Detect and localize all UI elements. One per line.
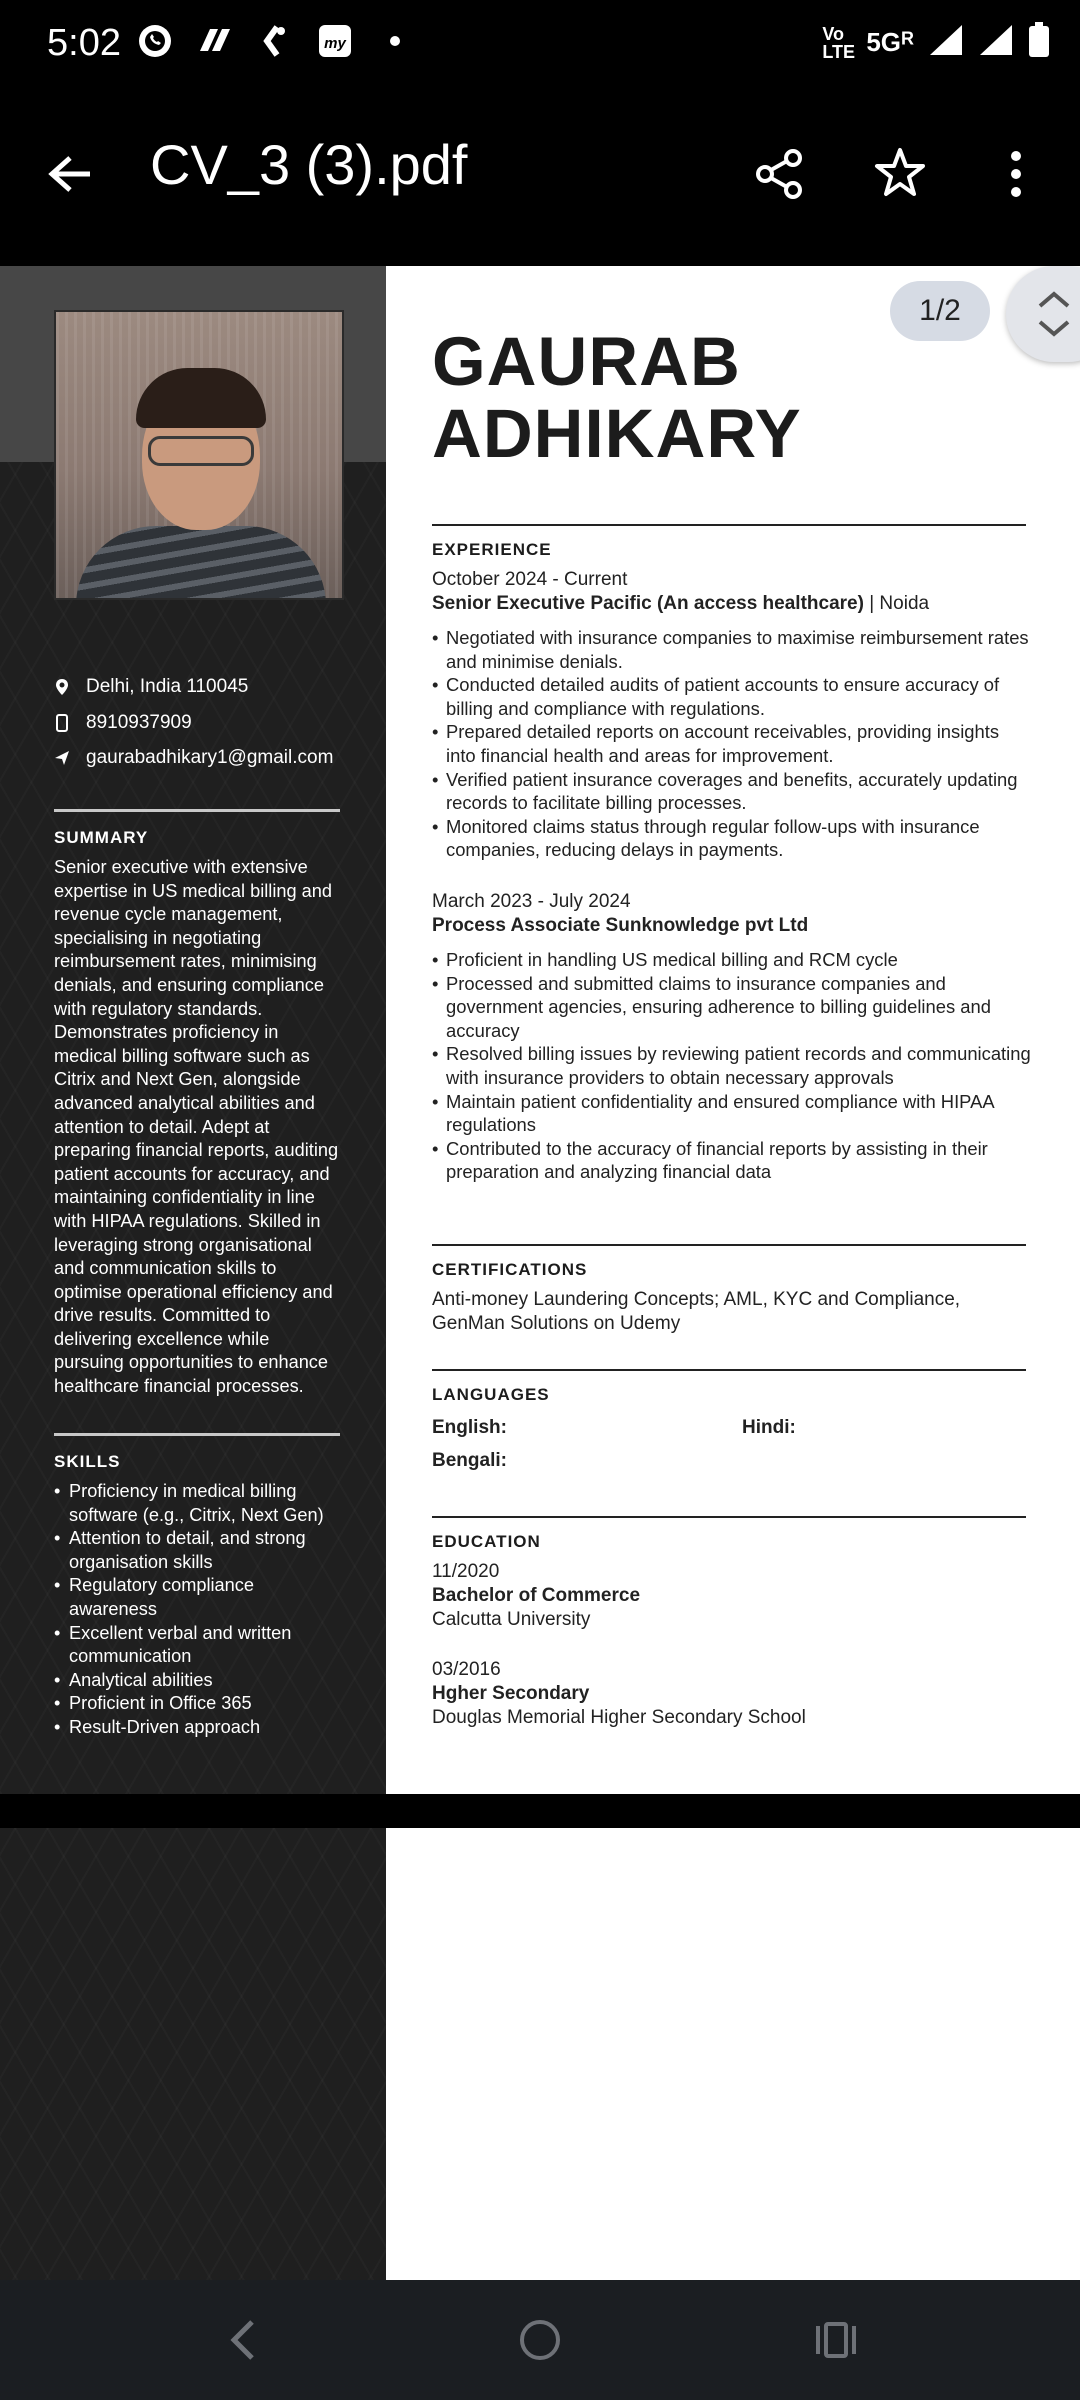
- share-icon: [755, 148, 805, 200]
- list-item: • Negotiated with insurance companies to maximise reimbursement rates and minimise denials.: [432, 626, 1032, 673]
- job-bullets: [432, 626, 1032, 862]
- app-bar: [0, 92, 1080, 266]
- summary-line: Citrix and Next Gen, alongside: [54, 1069, 301, 1090]
- document-title: CV_3 (3).pdf: [150, 133, 468, 196]
- app-icon: [196, 22, 234, 60]
- summary-line: healthcare financial processes.: [54, 1376, 304, 1397]
- contact-phone: 8910937909: [54, 712, 192, 734]
- summary-line: medical billing software such as: [54, 1045, 310, 1066]
- list-item: • Regulatory compliance awareness: [54, 1574, 344, 1621]
- summary-line: reimbursement rates, minimising: [54, 951, 317, 972]
- summary-line: patient accounts for accuracy, and: [54, 1163, 330, 1184]
- education-degree: Bachelor of Commerce: [432, 1585, 641, 1606]
- divider: [432, 524, 1026, 526]
- favorite-button[interactable]: [868, 140, 932, 204]
- list-item: • Proficient in handling US medical billing and RCM cycle: [432, 948, 1032, 972]
- summary-line: drive results. Committed to: [54, 1305, 271, 1326]
- language-item: Bengali:: [432, 1450, 507, 1471]
- skills-heading: SKILLS: [54, 1452, 121, 1471]
- list-item: • Analytical abilities: [54, 1669, 344, 1693]
- summary-heading: SUMMARY: [54, 828, 149, 847]
- nav-home-button[interactable]: [510, 2310, 570, 2370]
- pdf-viewer[interactable]: [0, 266, 1080, 2280]
- language-item: English:: [432, 1417, 507, 1438]
- contact-email: gaurabadhikary1@gmail.com: [54, 747, 333, 769]
- resume-name: GAURAB ADHIKARY: [432, 323, 802, 472]
- navigation-bar: [0, 2280, 1080, 2400]
- education-heading: EDUCATION: [432, 1532, 541, 1551]
- list-item: • Contributed to the accuracy of financial reports by assisting in their preparation and analyzing financial data: [432, 1137, 1032, 1184]
- profile-photo: [54, 310, 344, 600]
- divider: [54, 809, 340, 812]
- app-icon: [316, 22, 354, 60]
- summary-line: preparing financial reports, auditing: [54, 1140, 339, 1161]
- scroll-chevrons-icon: [1036, 286, 1072, 342]
- arrow-left-icon: [48, 154, 92, 194]
- network-type: 5G: [866, 27, 901, 57]
- certifications-text: Anti-money Laundering Concepts; AML, KYC and Compliance,: [432, 1289, 961, 1310]
- education-date: 11/2020: [432, 1561, 500, 1582]
- status-indicators: [822, 22, 1050, 63]
- languages-heading: LANGUAGES: [432, 1385, 550, 1404]
- location-pin-icon: [54, 677, 70, 697]
- certifications-heading: CERTIFICATIONS: [432, 1260, 588, 1279]
- education-school: Calcutta University: [432, 1609, 591, 1630]
- notification-icons: [136, 22, 414, 60]
- job-title-line: [432, 592, 929, 616]
- battery-icon: [1028, 22, 1050, 63]
- status-bar: [0, 0, 1080, 92]
- network-indicator: [866, 27, 914, 58]
- divider: [432, 1369, 1026, 1371]
- job-bullets: [432, 948, 1032, 1184]
- summary-line: expertise in US medical billing and: [54, 880, 333, 901]
- pdf-page-2: [0, 1828, 1080, 2280]
- dot-icon: [376, 22, 414, 60]
- job-location: | Noida: [869, 593, 930, 614]
- summary-line: attention to detail. Adept at: [54, 1116, 270, 1137]
- back-button[interactable]: [38, 142, 102, 206]
- list-item: • Attention to detail, and strong organisation skills: [54, 1527, 344, 1574]
- summary-line: pursuing opportunities to enhance: [54, 1352, 329, 1373]
- education-degree: Hgher Secondary: [432, 1683, 590, 1704]
- nav-back-button[interactable]: [212, 2310, 272, 2370]
- list-item: • Monitored claims status through regular follow-ups with insurance companies, reducing delays in payments.: [432, 815, 1032, 862]
- summary-line: maintaining confidentiality in line: [54, 1187, 315, 1208]
- experience-heading: EXPERIENCE: [432, 540, 552, 559]
- more-vert-icon: [1010, 150, 1022, 198]
- language-item: Hindi:: [742, 1417, 796, 1438]
- home-nav-icon: [518, 2318, 562, 2362]
- summary-line: optimise operational efficiency and: [54, 1281, 333, 1302]
- svg-text:my: my: [324, 35, 346, 52]
- summary-text: [54, 856, 344, 1399]
- roaming-indicator: R: [901, 28, 914, 49]
- list-item: • Processed and submitted claims to insurance companies and government agencies, ensuring adherence to billing guidelines and accuracy: [432, 972, 1032, 1043]
- resume-main: [386, 1828, 1080, 2280]
- list-item: • Excellent verbal and written communication: [54, 1622, 344, 1669]
- job-dates: March 2023 - July 2024: [432, 891, 631, 912]
- list-item: • Resolved billing issues by reviewing patient records and communicating with insurance providers to obtain necessary approvals: [432, 1042, 1032, 1089]
- recents-nav-icon: [814, 2320, 858, 2360]
- page-indicator: 1/2: [890, 281, 990, 341]
- summary-line: specialising in negotiating: [54, 927, 262, 948]
- divider: [432, 1244, 1026, 1246]
- job-title: Senior Executive Pacific (An access healthcare): [432, 593, 864, 614]
- summary-line: Demonstrates proficiency in: [54, 1022, 279, 1043]
- send-icon: [54, 748, 70, 768]
- app-icon: [256, 22, 294, 60]
- list-item: • Prepared detailed reports on account receivables, providing insights into financial health and areas for improvement.: [432, 720, 1032, 767]
- signal-icon: [928, 23, 964, 62]
- summary-line: advanced analytical abilities and: [54, 1092, 315, 1113]
- nav-recents-button[interactable]: [806, 2310, 866, 2370]
- pdf-page-1: [0, 266, 1080, 1794]
- summary-line: revenue cycle management,: [54, 904, 283, 925]
- volte-icon: Vo LTE: [822, 23, 855, 62]
- skills-list: [54, 1480, 344, 1740]
- summary-line: and communication skills to: [54, 1258, 277, 1279]
- share-button[interactable]: [748, 142, 812, 206]
- phone-icon: [54, 713, 70, 733]
- status-time: 5:02: [47, 22, 121, 64]
- list-item: • Proficiency in medical billing software (e.g., Citrix, Next Gen): [54, 1480, 344, 1527]
- divider: [54, 1433, 340, 1436]
- contact-location: Delhi, India 110045: [54, 676, 248, 698]
- signal-icon: [978, 23, 1014, 62]
- summary-line: leveraging strong organisational: [54, 1234, 312, 1255]
- back-nav-icon: [228, 2318, 256, 2362]
- summary-line: denials, and ensuring compliance: [54, 974, 324, 995]
- more-options-button[interactable]: [984, 142, 1048, 206]
- star-icon: [873, 146, 927, 198]
- job-dates: October 2024 - Current: [432, 569, 628, 590]
- job-title: Process Associate Sunknowledge pvt Ltd: [432, 915, 809, 936]
- whatsapp-icon: [136, 22, 174, 60]
- resume-sidebar: [0, 1828, 386, 2280]
- summary-line: Senior executive with extensive: [54, 857, 308, 877]
- list-item: • Result-Driven approach: [54, 1716, 344, 1740]
- divider: [432, 1516, 1026, 1518]
- education-date: 03/2016: [432, 1659, 501, 1680]
- list-item: • Verified patient insurance coverages and benefits, accurately updating records to facilitate billing processes.: [432, 768, 1032, 815]
- summary-line: with HIPAA regulations. Skilled in: [54, 1210, 321, 1231]
- list-item: • Conducted detailed audits of patient accounts to ensure accuracy of billing and compliance with regulations.: [432, 673, 1032, 720]
- summary-line: with regulatory standards.: [54, 998, 263, 1019]
- list-item: • Maintain patient confidentiality and ensured compliance with HIPAA regulations: [432, 1090, 1032, 1137]
- certifications-text: GenMan Solutions on Udemy: [432, 1313, 681, 1334]
- education-school: Douglas Memorial Higher Secondary School: [432, 1707, 806, 1728]
- summary-line: delivering excellence while: [54, 1328, 270, 1349]
- list-item: • Proficient in Office 365: [54, 1692, 344, 1716]
